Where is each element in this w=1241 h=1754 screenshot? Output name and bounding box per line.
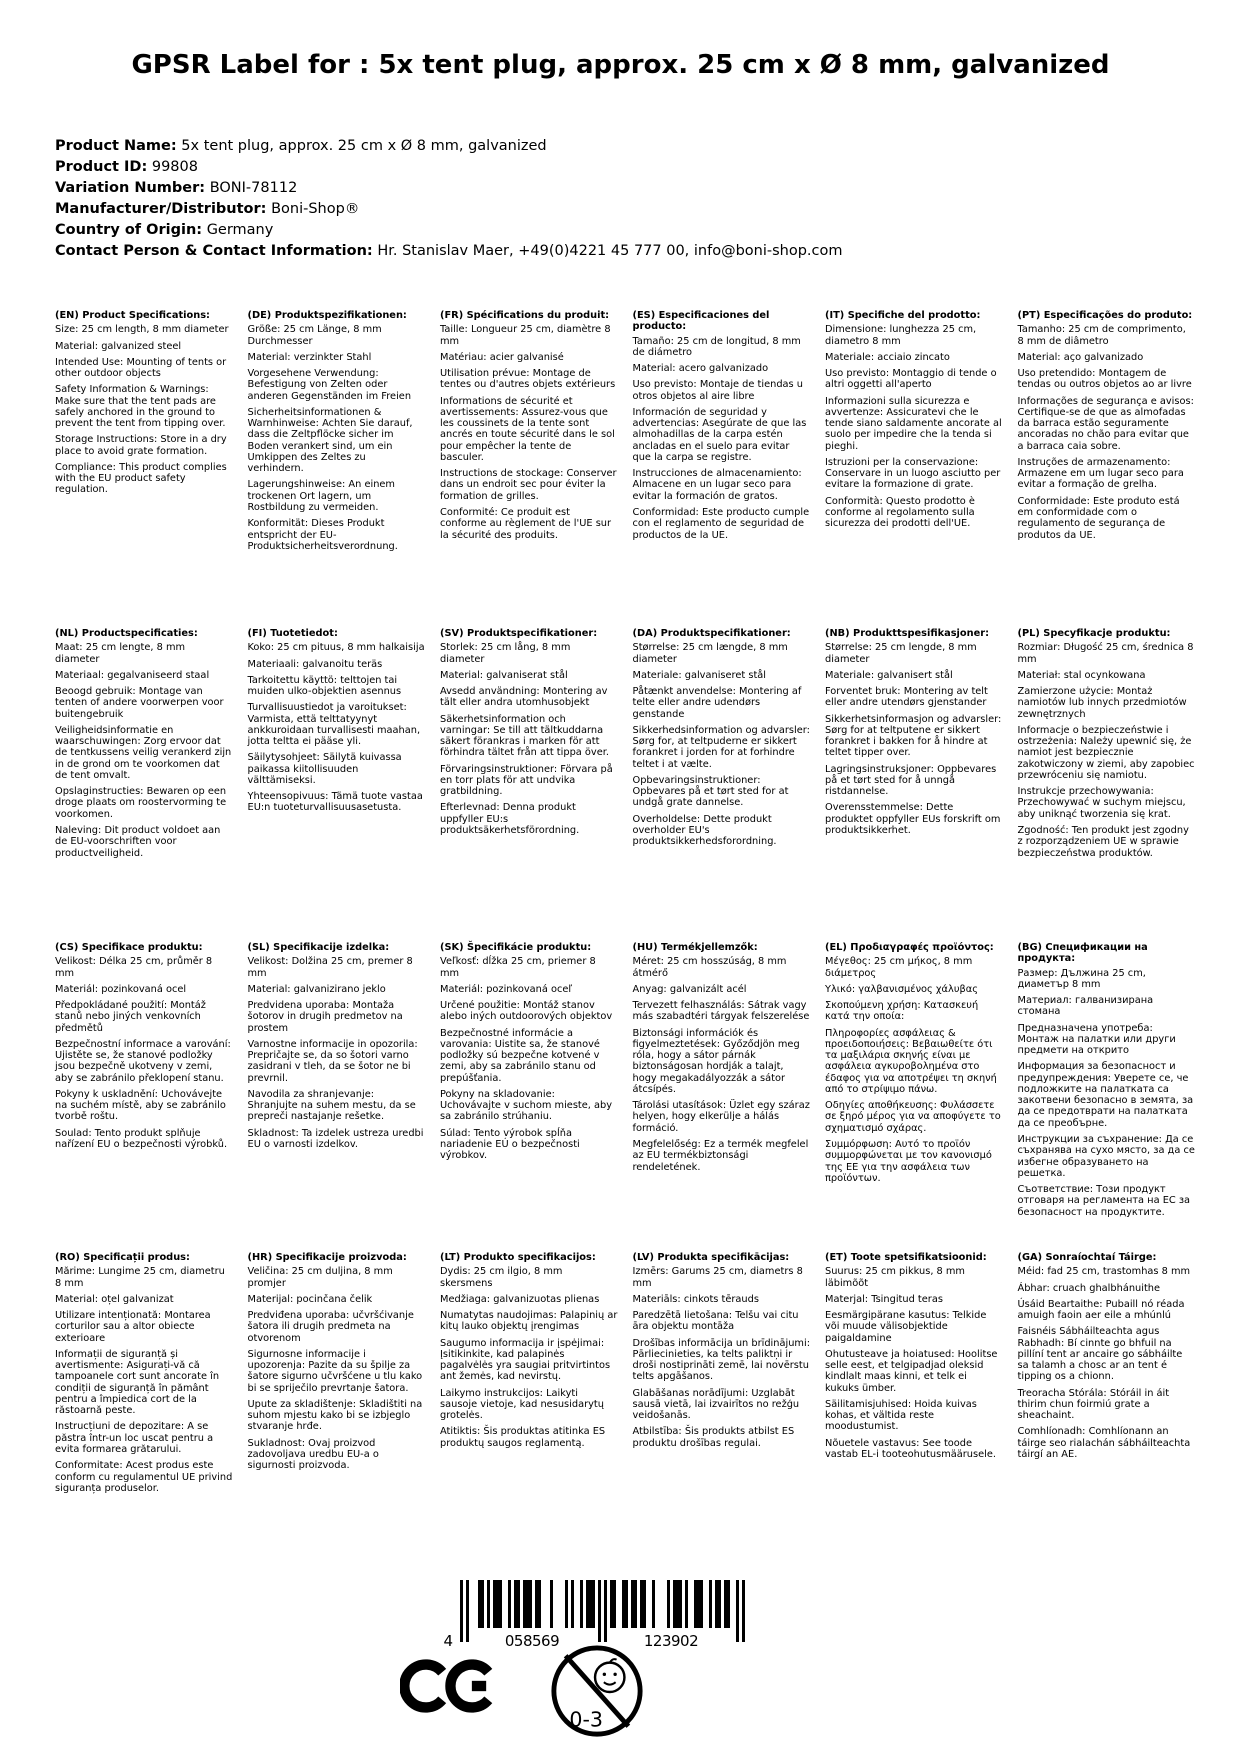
spec-paragraph: Sikkerhetsinformasjon og advarsler: Sørg for at teltputene er sikkert forankret i bakken for å hindre at teltet tipper over. — [825, 713, 1002, 759]
spec-paragraph: Uso previsto: Montaggio di tende o altri oggetti all'aperto — [825, 368, 997, 391]
spec-paragraph: Megfelelőség: Ez a termék megfelel az EU termékbiztonsági rendeletének. — [632, 1138, 809, 1173]
spec-heading: (BG) Спецификации на продукта: — [1017, 942, 1148, 965]
spec-paragraph: Materiál: pozinkovaná oceľ — [440, 983, 573, 995]
spec-paragraph: Veiligheidsinformatie en waarschuwingen: Zorg ervoor dat de tentkussens veilig verankerd zijn in de grond om te voorkomen dat de tent omvalt. — [55, 724, 232, 781]
spec-block-it — [825, 310, 1003, 535]
spec-paragraph: Saugumo informacija ir įspėjimai: Įsitikinkite, kad palapinės pagalvėlės yra saugiai pritvirtintos ant žemės, kad nevirstų. — [440, 1337, 611, 1383]
spec-heading: (SV) Produktspecifikationer: — [440, 628, 598, 639]
spec-paragraph: Faisnéis Sábháilteachta agus Rabhadh: Bí cinnte go bhfuil na pillíní tent ar ancaire go sábháilte sa talamh a chosc ar an tent é tipping os a chionn. — [1017, 1326, 1183, 1383]
spec-paragraph: Οδηγίες αποθήκευσης: Φυλάσσετε σε ξηρό μέρος για να αποφύγετε το σχηματισμό σχάρας. — [825, 1100, 1001, 1134]
spec-paragraph: Treoracha Stórála: Stóráil in áit thirim chun foirmiú grate a sheachaint. — [1017, 1387, 1170, 1422]
spec-paragraph: Skladnost: Ta izdelek ustreza uredbi EU o varnosti izdelkov. — [247, 1127, 424, 1150]
product-info-field — [55, 201, 843, 217]
spec-block-sk — [440, 942, 618, 1167]
spec-heading: (GA) Sonraíochtaí Táirge: — [1017, 1252, 1157, 1263]
spec-paragraph: Opslaginstructies: Bewaren op een droge plaats om roostervorming te voorkomen. — [55, 786, 227, 820]
spec-heading: (EL) Προδιαγραφές προϊόντος: — [825, 942, 994, 953]
spec-paragraph: Veličina: 25 cm duljina, 8 mm promjer — [247, 1266, 393, 1289]
spec-heading: (NL) Productspecificaties: — [55, 628, 198, 639]
spec-paragraph: Méid: fad 25 cm, trastomhas 8 mm — [1017, 1266, 1191, 1278]
spec-heading: (SL) Specifikacije izdelka: — [247, 942, 390, 953]
field-label: Manufacturer/Distributor: — [55, 201, 267, 217]
spec-paragraph: Určené použitie: Montáž stanov alebo iných outdoorových objektov — [440, 1000, 613, 1023]
spec-paragraph: Maat: 25 cm lengte, 8 mm diameter — [55, 642, 186, 665]
ce-mark-icon — [400, 1655, 500, 1717]
ean-left-group: 058569 — [504, 1632, 560, 1650]
spec-paragraph: Navodila za shranjevanje: Shranjujte na suhem mestu, da se prepreči nastajanje rešetke. — [247, 1088, 416, 1123]
spec-heading: (SK) Špecifikácie produktu: — [440, 942, 592, 953]
spec-block-sl — [248, 942, 426, 1155]
spec-paragraph: Bezpečnostní informace a varování: Ujistěte se, že stanové podložky jsou bezpečně ukotveny v zemi, aby se zabránilo překlopení stanu. — [55, 1038, 231, 1084]
spec-paragraph: Pokyny k uskladnění: Uchovávejte na suchém místě, aby se zabránilo tvorbě roštu. — [55, 1088, 226, 1123]
spec-paragraph: Zgodność: Ten produkt jest zgodny z rozporządzeniem UE w sprawie bezpieczeństwa produktów. — [1017, 824, 1189, 859]
spec-paragraph: Konformität: Dieses Produkt entspricht der EU-Produktsicherheitsverordnung. — [247, 518, 398, 552]
spec-paragraph: Förvaringsinstruktioner: Förvara på en torr plats för att undvika gratbildning. — [440, 763, 613, 798]
spec-paragraph: Tarkoitettu käyttö: telttojen tai muiden ulko-objektien asennus — [247, 674, 402, 698]
spec-paragraph: Material: galvanizirano jeklo — [247, 983, 386, 995]
spec-paragraph: Tervezett felhasználás: Sátrak vagy más szabadtéri tárgyak felszerelése — [632, 1000, 810, 1023]
spec-heading: (HU) Termékjellemzők: — [632, 942, 758, 953]
field-label: Contact Person & Contact Information: — [55, 243, 373, 259]
spec-paragraph: Taille: Longueur 25 cm, diamètre 8 mm — [440, 324, 611, 347]
spec-block-hu — [633, 942, 811, 1178]
spec-paragraph: Σκοπούμενη χρήση: Κατασκευή κατά την οποία: — [825, 1000, 979, 1023]
spec-paragraph: Μέγεθος: 25 cm μήκος, 8 mm διάμετρος — [825, 956, 973, 979]
spec-paragraph: Dimensione: lunghezza 25 cm, diametro 8 mm — [825, 324, 977, 347]
spec-heading: (EN) Product Specifications: — [55, 310, 210, 321]
spec-paragraph: Utilizare intenționată: Montarea corturilor sau a altor obiecte exterioare — [55, 1310, 211, 1344]
spec-paragraph: Anyag: galvanizált acél — [632, 983, 747, 995]
spec-paragraph: Nõuetele vastavus: See toode vastab EL-i tooteohutusmäärusele. — [825, 1437, 996, 1460]
field-value: Hr. Stanislav Maer, +49(0)4221 45 777 00, info@boni-shop.com — [377, 243, 843, 259]
spec-paragraph: Vorgesehene Verwendung: Befestigung von Zelten oder anderen Gegenständen im Freien — [247, 368, 412, 402]
spec-paragraph: Glabāšanas norādījumi: Uzglabāt sausā vietā, lai izvairītos no režģu veidošanās. — [632, 1387, 800, 1422]
spec-block-cs — [55, 942, 233, 1155]
spec-paragraph: Lagringsinstruksjoner: Oppbevares på et tørt sted for å unngå ristdannelse. — [825, 763, 997, 798]
spec-paragraph: Yhteensopivuus: Tämä tuote vastaa EU:n tuoteturvallisuusasetusta. — [247, 791, 423, 814]
spec-paragraph: Avsedd användning: Montering av tält eller andra utomhusobjekt — [440, 686, 608, 709]
spec-paragraph: Material: aço galvanizado — [1017, 351, 1144, 363]
spec-paragraph: Tamaño: 25 cm de longitud, 8 mm de diámetro — [632, 335, 801, 358]
spec-paragraph: Materiale: galvanisert stål — [825, 669, 953, 681]
spec-paragraph: Zamierzone użycie: Montaż namiotów lub innych przedmiotów zewnętrznych — [1017, 686, 1187, 720]
spec-paragraph: Medžiaga: galvanizuotas plienas — [440, 1293, 600, 1305]
spec-paragraph: Uso previsto: Montaje de tiendas u otros objetos al aire libre — [632, 379, 803, 402]
spec-paragraph: Koko: 25 cm pituus, 8 mm halkaisija — [247, 642, 425, 654]
spec-paragraph: Materijal: pocinčana čelik — [247, 1293, 373, 1305]
spec-paragraph: Naleving: Dit product voldoet aan de EU-voorschriften voor productveiligheid. — [55, 824, 221, 859]
spec-block-ro — [55, 1252, 233, 1499]
ean-right-group: 123902 — [643, 1632, 699, 1650]
spec-paragraph: Predviđena uporaba: učvršćivanje šatora ili drugih predmeta na otvorenom — [247, 1310, 414, 1344]
spec-paragraph: Συμμόρφωση: Αυτό το προϊόν συμμορφώνεται με τον κανονισμό της ΕΕ για την ασφάλεια των προϊόντων. — [825, 1138, 992, 1184]
spec-heading: (DE) Produktspezifikationen: — [247, 310, 407, 321]
spec-block-fr — [440, 310, 618, 546]
spec-paragraph: Předpokládané použití: Montáž stanů nebo jiných venkovních předmětů — [55, 1000, 206, 1034]
spec-paragraph: Comhlíonadh: Comhlíonann an táirge seo rialachán sábháilteachta táirgí an AE. — [1017, 1426, 1191, 1460]
spec-heading: (ES) Especificaciones del producto: — [632, 310, 770, 333]
spec-paragraph: Materiāls: cinkots tērauds — [632, 1293, 759, 1305]
age-warning-0-3-icon — [548, 1640, 646, 1743]
spec-paragraph: Informazioni sulla sicurezza e avvertenze: Assicuratevi che le tende siano saldamente ancorate al suolo per impedire che la tenda si pieghi. — [825, 395, 1002, 452]
spec-heading: (ET) Toote spetsifikatsioonid: — [825, 1252, 987, 1263]
spec-paragraph: Ábhar: cruach ghalbhánuithe — [1017, 1282, 1161, 1294]
field-label: Product ID: — [55, 159, 148, 175]
spec-paragraph: Atitiktis: Šis produktas atitinka ES produktų saugos reglamentą. — [440, 1426, 606, 1449]
spec-paragraph: Materiaal: gegalvaniseerd staal — [55, 669, 210, 681]
spec-heading: (LV) Produkta specifikācijas: — [632, 1252, 790, 1263]
spec-paragraph: Instruções de armazenamento: Armazene em um lugar seco para evitar a formação de grelha. — [1017, 456, 1184, 491]
spec-block-nb — [825, 628, 1003, 841]
spec-paragraph: Съответствие: Този продукт отговаря на регламента на ЕС за безопасност на продуктите. — [1017, 1184, 1191, 1218]
spec-paragraph: Pokyny na skladovanie: Uchovávajte v suchom mieste, aby sa zabránilo strúhaniu. — [440, 1088, 613, 1123]
spec-paragraph: Forventet bruk: Montering av telt eller andre utendørs gjenstander — [825, 686, 988, 709]
spec-paragraph: Conformità: Questo prodotto è conforme al regolamento sulla sicurezza dei prodotti dell'UE. — [825, 495, 975, 530]
spec-paragraph: Izmērs: Garums 25 cm, diametrs 8 mm — [632, 1266, 803, 1289]
spec-paragraph: Πληροφορίες ασφάλειας & προειδοποιήσεις: Βεβαιωθείτε ότι τα μαξιλάρια σκηνής είναι με ασφάλεια αγκυροβολημένα στο έδαφος για να αποτρέψει τη σκηνή από το στρίψιμο πάνω. — [825, 1027, 997, 1095]
spec-paragraph: Drošības informācija un brīdinājumi: Pārliecinieties, ka telts paliktņi ir droši nostiprināti zemē, lai novērstu telts apgāšanos. — [632, 1337, 810, 1383]
spec-paragraph: Beoogd gebruik: Montage van tenten of andere voorwerpen voor buitengebruik — [55, 686, 224, 720]
spec-heading: (CS) Specifikace produktu: — [55, 942, 203, 953]
spec-paragraph: Påtænkt anvendelse: Montering af telte eller andre udendørs genstande — [632, 686, 802, 720]
spec-block-fi — [248, 628, 426, 819]
spec-paragraph: Varnostne informacije in opozorila: Prepričajte se, da so šotori varno zasidrani v tleh, da se šotor ne bi prevrnil. — [247, 1038, 418, 1084]
spec-heading: (IT) Specifiche del prodotto: — [825, 310, 981, 321]
spec-paragraph: Utilisation prévue: Montage de tentes ou d'autres objets extérieurs — [440, 368, 616, 391]
spec-paragraph: Sigurnosne informacije i upozorenja: Pazite da su špilje za šatore sigurno učvršćene u tlu kako bi se spriječilo prevrtanje šatora. — [247, 1348, 423, 1394]
spec-heading: (LT) Produkto specifikacijos: — [440, 1252, 596, 1263]
spec-paragraph: Informações de segurança e avisos: Certifique-se de que as almofadas da barraca estão seguramente ancoradas no chão para evitar que a barraca caia sobre. — [1017, 395, 1194, 452]
spec-paragraph: Instrucțiuni de depozitare: A se păstra într-un loc uscat pentru a evita formarea grătarului. — [55, 1421, 214, 1455]
spec-heading: (HR) Specifikacije proizvoda: — [247, 1252, 407, 1263]
spec-paragraph: Material: galvanized steel — [55, 340, 182, 352]
spec-paragraph: Úsáid Beartaithe: Pubaill nó réada amuigh faoin aer eile a mhúnlú — [1017, 1298, 1185, 1322]
spec-paragraph: Overensstemmelse: Dette produktet oppfyller EUs forskrift om produktsikkerhet. — [825, 802, 1001, 836]
spec-paragraph: Материал: галванизирана стомана — [1017, 995, 1154, 1018]
spec-paragraph: Suurus: 25 cm pikkus, 8 mm läbimõõt — [825, 1266, 965, 1289]
spec-block-el — [825, 942, 1003, 1189]
field-value: 5x tent plug, approx. 25 cm x Ø 8 mm, galvanized — [181, 138, 547, 154]
spec-block-pl — [1018, 628, 1196, 864]
spec-paragraph: Предназначена употреба: Монтаж на палатки или други предмети на открито — [1017, 1022, 1176, 1057]
field-label: Product Name: — [55, 138, 177, 154]
spec-block-hr — [248, 1252, 426, 1477]
spec-paragraph: Storage Instructions: Store in a dry place to avoid grate formation. — [55, 434, 227, 457]
spec-paragraph: Turvallisuustiedot ja varoitukset: Varmista, että telttatyynyt ankkuroidaan turvallisesti maahan, jotta teltta ei pääse yli. — [247, 702, 421, 748]
spec-paragraph: Biztonsági információk és figyelmeztetések: Győződjön meg róla, hogy a sátor párnák biztonságosan hordják a talajt, hogy megakadályozzák a sátor átcsípés. — [632, 1027, 800, 1095]
spec-block-da — [633, 628, 811, 853]
spec-block-de — [248, 310, 426, 557]
spec-paragraph: Размер: Дължина 25 cm, диаметър 8 mm — [1017, 967, 1146, 990]
spec-paragraph: Instrucciones de almacenamiento: Almacene en un lugar seco para evitar la formación de gratos. — [632, 468, 802, 502]
spec-paragraph: Materiale: acciaio zincato — [825, 351, 950, 363]
spec-block-es — [633, 310, 811, 546]
spec-paragraph: Sikkerhedsinformation og advarsler: Sørg for, at teltpuderne er sikkert forankret i jorden for at forhindre teltet i at vælte. — [632, 724, 810, 770]
spec-paragraph: Størrelse: 25 cm længde, 8 mm diameter — [632, 642, 788, 665]
field-value: 99808 — [151, 159, 198, 175]
spec-paragraph: Størrelse: 25 cm lengde, 8 mm diameter — [825, 642, 977, 665]
spec-paragraph: Información de seguridad y advertencias: Asegúrate de que las almohadillas de la carpa estén ancladas en el suelo para evitar que la carpa se registre. — [632, 406, 807, 463]
spec-paragraph: Opbevaringsinstruktioner: Opbevares på et tørt sted for at undgå grate dannelse. — [632, 774, 789, 809]
field-label: Variation Number: — [55, 180, 206, 196]
spec-paragraph: Informacje o bezpieczeństwie i ostrzeżenia: Należy upewnić się, że namiot jest bezpiecznie zakotwiczony w ziemi, aby zapobiec przewróceniu się namiotu. — [1017, 724, 1195, 781]
field-value: BONI-78112 — [209, 180, 298, 196]
spec-paragraph: Material: oțel galvanizat — [55, 1293, 174, 1305]
spec-heading: (FI) Tuotetiedot: — [247, 628, 338, 639]
spec-paragraph: Size: 25 cm length, 8 mm diameter — [55, 324, 229, 336]
spec-heading: (DA) Produktspecifikationer: — [632, 628, 791, 639]
field-value: Boni-Shop® — [271, 201, 360, 217]
spec-heading: (PL) Specyfikacje produktu: — [1017, 628, 1171, 639]
spec-paragraph: Lagerungshinweise: An einem trockenen Ort lagern, um Rostbildung zu vermeiden. — [247, 479, 395, 513]
spec-paragraph: Veľkosť: dĺžka 25 cm, priemer 8 mm — [440, 956, 596, 979]
product-info — [55, 138, 843, 264]
spec-paragraph: Material: acero galvanizado — [632, 363, 769, 375]
product-info-field — [55, 180, 843, 196]
spec-paragraph: Overholdelse: Dette produkt overholder EU's produktsikkerhedsforordning. — [632, 813, 777, 848]
spec-heading: (PT) Especificações do produto: — [1017, 310, 1193, 321]
spec-paragraph: Größe: 25 cm Länge, 8 mm Durchmesser — [247, 324, 382, 347]
spec-paragraph: Instructions de stockage: Conserver dans un endroit sec pour éviter la formation de grilles. — [440, 468, 617, 502]
spec-paragraph: Laikymo instrukcijos: Laikyti sausoje vietoje, kad nesusidarytų grotelės. — [440, 1387, 604, 1422]
spec-paragraph: Sicherheitsinformationen & Warnhinweise: Achten Sie darauf, dass die Zeltpflöcke sicher im Boden verankert sind, um ein Umkippen des Zeltes zu verhindern. — [247, 406, 413, 475]
spec-paragraph: Compliance: This product complies with the EU product safety regulation. — [55, 461, 227, 496]
spec-block-lv — [633, 1252, 811, 1454]
spec-paragraph: Conformidade: Este produto está em conformidade com o regulamento de segurança de produtos da UE. — [1017, 495, 1180, 541]
spec-paragraph: Информация за безопасност и предупреждения: Уверете се, че подложките на палатката са закотвени безопасно в земята, за да се предотврати на палатката да се преобърне. — [1017, 1061, 1194, 1129]
spec-paragraph: Soulad: Tento produkt splňuje nařízení EU o bezpečnosti výrobků. — [55, 1127, 228, 1150]
spec-paragraph: Conformité: Ce produit est conforme au règlement de l'UE sur la sécurité des produits. — [440, 506, 612, 541]
spec-paragraph: Rozmiar: Długość 25 cm, średnica 8 mm — [1017, 642, 1194, 665]
spec-paragraph: Tamanho: 25 cm de comprimento, 8 mm de diâmetro — [1017, 324, 1186, 347]
spec-paragraph: Sukladnost: Ovaj proizvod zadovoljava uredbu EU-a o sigurnosti proizvoda. — [247, 1437, 379, 1472]
spec-paragraph: Säkerhetsinformation och varningar: Se till att tältkuddarna säkert förankras i marken för att förhindra tältet från att tippa över. — [440, 713, 609, 759]
product-info-field — [55, 138, 843, 154]
spec-paragraph: Conformidad: Este producto cumple con el reglamento de seguridad de productos de la UE. — [632, 506, 810, 541]
spec-block-bg — [1018, 942, 1196, 1223]
ean-first-digit: 4 — [443, 1632, 453, 1650]
spec-paragraph: Storlek: 25 cm lång, 8 mm diameter — [440, 642, 571, 665]
spec-paragraph: Súlad: Tento výrobok spĺňa nariadenie EÚ o bezpečnosti výrobkov. — [440, 1127, 580, 1162]
spec-block-lt — [440, 1252, 618, 1454]
product-info-field — [55, 243, 843, 259]
spec-paragraph: Velikost: Délka 25 cm, průměr 8 mm — [55, 956, 213, 979]
age-warning-label: 0-3 — [569, 1707, 604, 1732]
spec-paragraph: Инструкции за съхранение: Да се съхранява на сухо място, за да се избегне образуването на решетка. — [1017, 1133, 1195, 1179]
spec-block-et — [825, 1252, 1003, 1465]
spec-block-pt — [1018, 310, 1196, 546]
spec-paragraph: Informations de sécurité et avertissements: Assurez-vous que les coussinets de la tente sont ancrés en toute sécurité dans le sol pour empêcher la tente de basculer. — [440, 395, 615, 463]
spec-paragraph: Informații de siguranță și avertismente: Asigurați-vă că tampoanele cort sunt ancorate în condiții de siguranță în pământ pentru a împiedica cort de la răstoarnă peste. — [55, 1348, 220, 1417]
spec-paragraph: Dydis: 25 cm ilgio, 8 mm skersmens — [440, 1266, 563, 1289]
field-value: Germany — [206, 222, 274, 238]
field-label: Country of Origin: — [55, 222, 203, 238]
spec-paragraph: Méret: 25 cm hosszúság, 8 mm átmérő — [632, 956, 787, 979]
page-title: GPSR Label for : 5x tent plug, approx. 25 cm x Ø 8 mm, galvanized — [131, 50, 1110, 80]
spec-heading: (FR) Spécifications du produit: — [440, 310, 610, 321]
spec-paragraph: Uso pretendido: Montagem de tendas ou outros objetos ao ar livre — [1017, 368, 1192, 391]
spec-paragraph: Materiale: galvaniseret stål — [632, 669, 767, 681]
spec-paragraph: Materiál: pozinkovaná ocel — [55, 983, 187, 995]
spec-paragraph: Predvidena uporaba: Montaža šotorov in drugih predmetov na prostem — [247, 1000, 403, 1034]
spec-paragraph: Numatytas naudojimas: Palapinių ar kitų lauko objektų įrengimas — [440, 1310, 618, 1333]
spec-paragraph: Säilytysohjeet: Säilytä kuivassa paikassa kiitollisuuden välttämiseksi. — [247, 752, 402, 786]
spec-paragraph: Safety Information & Warnings: Make sure that the tent pads are safely anchored in the ground to prevent the tent from tipping over. — [55, 384, 226, 430]
spec-paragraph: Materiaali: galvanoitu teräs — [247, 658, 383, 670]
spec-heading: (RO) Specificații produs: — [55, 1252, 190, 1263]
spec-paragraph: Ohutusteave ja hoiatused: Hoolitse selle eest, et telgipadjad oleksid kindlalt maas kinni, et telk ei kukuks ümber. — [825, 1348, 998, 1394]
spec-heading: (NB) Produkttspesifikasjoner: — [825, 628, 989, 639]
spec-paragraph: Instrukcje przechowywania: Przechowywać w suchym miejscu, aby uniknąć tworzenia się krat. — [1017, 786, 1186, 820]
spec-paragraph: Paredzētā lietošana: Telšu vai citu āra objektu montāža — [632, 1310, 799, 1333]
spec-paragraph: Eesmärgipärane kasutus: Telkide või muude välisobjektide paigaldamine — [825, 1310, 987, 1344]
spec-paragraph: Conformitate: Acest produs este conform cu regulamentul UE privind siguranța produselor. — [55, 1460, 233, 1494]
spec-block-sv — [440, 628, 618, 841]
spec-paragraph: Material: galvaniserat stål — [440, 669, 568, 681]
spec-paragraph: Bezpečnostné informácie a varovania: Uistite sa, že stanové podložky sú bezpečne kotvené v zemi, aby sa zabránilo stanu od prepúšťania. — [440, 1027, 600, 1084]
spec-paragraph: Säilitamisjuhised: Hoida kuivas kohas, et vältida reste moodustumist. — [825, 1398, 977, 1433]
spec-paragraph: Matériau: acier galvanisé — [440, 351, 564, 363]
spec-paragraph: Mărime: Lungime 25 cm, diametru 8 mm — [55, 1266, 225, 1289]
spec-block-en — [55, 310, 233, 501]
spec-paragraph: Υλικό: γαλβανισμένος χάλυβας — [825, 983, 978, 995]
spec-paragraph: Velikost: Dolžina 25 cm, premer 8 mm — [247, 956, 413, 979]
spec-paragraph: Materjal: Tsingitud teras — [825, 1293, 943, 1305]
spec-paragraph: Material: verzinkter Stahl — [247, 351, 372, 363]
spec-block-nl — [55, 628, 233, 864]
product-info-field — [55, 222, 843, 238]
spec-paragraph: Materiał: stal ocynkowana — [1017, 669, 1146, 681]
spec-paragraph: Istruzioni per la conservazione: Conservare in un luogo asciutto per evitare la formazione di grate. — [825, 456, 1001, 491]
spec-paragraph: Intended Use: Mounting of tents or other outdoor objects — [55, 356, 227, 380]
spec-paragraph: Tárolási utasítások: Üzlet egy száraz helyen, hogy elkerülje a hálás formáció. — [632, 1100, 810, 1134]
spec-paragraph: Efterlevnad: Denna produkt uppfyller EU:s produktsäkerhetsförordning. — [440, 802, 580, 836]
spec-block-ga — [1018, 1252, 1196, 1465]
spec-paragraph: Atbilstība: Šis produkts atbilst ES produktu drošības regulai. — [632, 1426, 795, 1449]
spec-grid — [55, 310, 1195, 1499]
spec-paragraph: Upute za skladištenje: Skladištiti na suhom mjestu kako bi se izbjeglo stvaranje hrđe. — [247, 1398, 423, 1433]
product-info-field — [55, 159, 843, 175]
